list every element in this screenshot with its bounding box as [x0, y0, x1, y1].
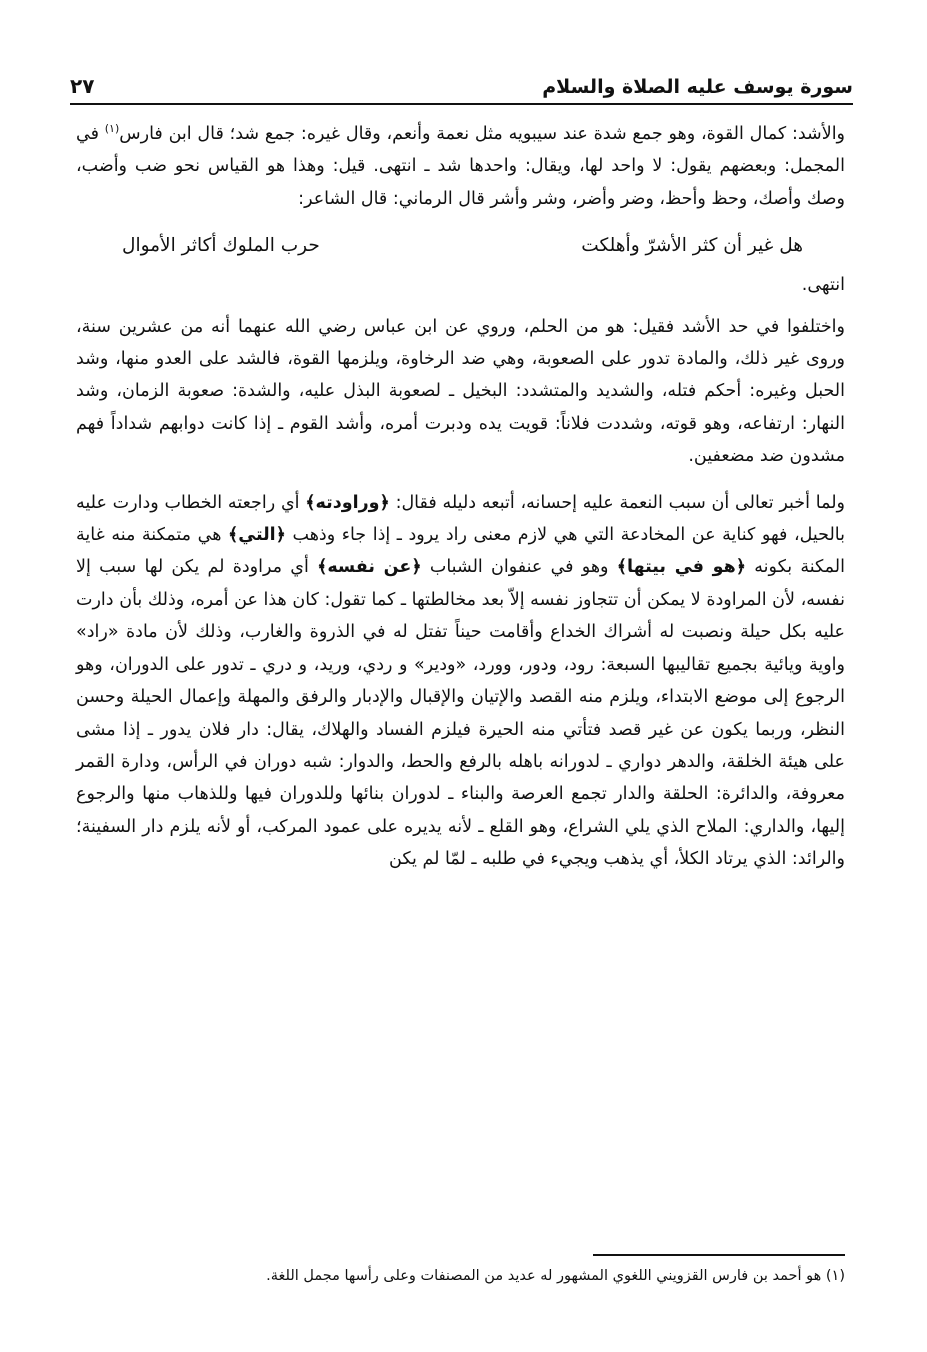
text-line: واختلفوا في حد الأشد فقيل: هو من الحلم، وروي عن ابن عباس رضي الله: [285, 316, 845, 337]
header-rule: [70, 103, 853, 105]
running-header: [70, 58, 853, 98]
chapter-title: سورة يوسف عليه الصلاة والسلام: [542, 76, 853, 98]
text-line: ـ انتهى. قيل: وهذا هو القياس نحو ضب وأضب، وصك وأصك، وحظ وأحظ،: [76, 156, 845, 209]
text-line: وورد، «ودير» و ردي، وريد، و دري ـ تدور على الدوران، وهو الرجوع إلى موضع: [76, 654, 845, 708]
verse-ending: انتهى.: [801, 275, 845, 296]
paragraph-3: ولما أخبر تعالى أن سبب النعمة عليه إحسانه، أتبعه دليله فقال: ﴿وراودته﴾ أي راجعته الخطاب ودارت عليه بالحيل، فهو كناية عن المخادعة التي هي لازم معنى راد يرود ـ إذا جاء وذهب ﴿التي﴾ هي متمكنة منه غاية المكنة بكونه ﴿هو في بيتها﴾ وهو في عنفوان الشباب ﴿عن نفسه﴾ أي مراودة لم يكن لها سبب إلا نفسه، لأن المراودة لا يمكن أن تتجاوز نفسه إلاّ بعد مخالطتها ـ كما تقول: كان هذا عن أمره، وذلك بأن دارت عليه بكل حيلة ونصبت له أشراك الخداع وأقامت حيناً تفتل له في الذروة والغارب، وذلك لأن مادة «راد» واوية ويائية بجميع تقاليبها السبعة: رود، ودور، وورد، «ودير» و ردي، وريد، و دري ـ تدور على الدوران، وهو الرجوع إلى موضع الابتداء، ويلزم منه القصد والإتيان والإقبال والإدبار والرفق والمهلة وإعمال الحيلة وحسن النظر، وربما يكون عن غير قصد فتأتي منه الحيرة فيلزم الفساد والهلاك، يقال: دار فلان يدور ـ إذا مشى على هيئة الخلقة، والدهر دواري ـ لدورانه باهله بالرفع والحط، والدوار: شبه دوران في الرأس، ودارة القمر معروفة، والدائرة: الحلقة والدار تجمع العرصة والبناء ـ لدوران بنائها وللدوران فيها وللذهاب منها والرجوع إليها، والداري: الملاح الذي يلي الشراع، وهو القلع ـ لأنه يديره على عمود المركب، أو لأنه يلزم دار السفينة؛ والرائد: الذي يرتاد الكلأ، أي يذهب ويجيء في طلبه ـ لمّا لم يكن: [76, 492, 845, 870]
text-line: دارت عليه بكل حيلة ونصبت له أشراك الخداع وأقامت حيناً تفتل له في الذروة: [76, 589, 845, 643]
text-line: والحط، والدوار: شبه دوران في الرأس، ودارة القمر معروفة، والدائرة: الحلقة والدار: [76, 751, 845, 805]
verse-second-hemistich: حرب الملوك أكاثر الأموال: [122, 235, 320, 257]
text-line: وحسن النظر، وربما يكون عن غير قصد فتأتي منه الحيرة فيلزم الفساد والهلاك، يقال:: [76, 687, 845, 740]
text-line: يمكن أن تتجاوز نفسه إلاّ بعد مخالطتها ـ كما تقول: كان هذا عن أمره، وذلك بأن: [119, 589, 686, 610]
footnote: [120, 1264, 845, 1288]
text-line: يلزم دار السفينة؛ والرائد: الذي يرتاد الكلأ، أي يذهب ويجيء في طلبه ـ لمّا لم يكن: [76, 816, 845, 870]
footnote-text: هو أحمد بن فارس القزويني اللغوي المشهور له عديد من المصنفات وعلى رأسها مجمل اللغة.: [266, 1268, 826, 1284]
poetry-verse: [76, 229, 845, 263]
footnote-rule: [593, 1254, 845, 1256]
text-line: دوابهم شداداً فهم مشدون ضد مضعفين.: [76, 413, 845, 467]
paragraph-2: [76, 311, 845, 473]
quran-quote: ﴿التي﴾: [228, 525, 286, 546]
text-line: والشديد والمتشدد: البخيل ـ لصعوبة البذل عليه، والشدة: صعوبة الزمان، وشد النهار:: [76, 381, 845, 434]
text-line: والغارب، وذلك لأن مادة «راد» واوية ويائية بجميع تقاليبها السبعة: رود، ودور،: [76, 622, 845, 675]
text-line: والأشد: كمال القوة، وهو جمع شدة عند سيبويه مثل نعمة وأنعم، وقال غيره: جمع: [264, 124, 846, 144]
text-line: راجعته الخطاب ودارت عليه بالحيل، فهو كناية عن المخادعة التي هي لازم معنى راد: [76, 492, 845, 546]
text-line: الابتداء، ويلزم منه القصد والإتيان والإقبال والإدبار والرفق والمهلة وإعمال الحيلة: [130, 687, 709, 708]
text-line: تجمع العرصة والبناء ـ لدوران بنائها وللدوران فيها وللذهاب منها والرجوع إليها،: [76, 784, 845, 837]
footnote-ref: (١): [104, 122, 120, 136]
verse-first-hemistich: هل غير أن كثر الأشرّ وأهلكت: [581, 235, 803, 257]
text-line: ارتفاعه، وهو قوته، وشددت فلاناً: قويت يده ودبرت أمره، وأشد القوم ـ إذا كانت: [211, 413, 796, 434]
text-line: الرخاوة، ويلزمها القوة، فالشد على العدو منها، وشد الحبل وغيره: أحكم فتله،: [76, 349, 845, 402]
footnote-marker: (١): [825, 1268, 845, 1284]
paragraph-1: [76, 118, 845, 215]
text-line: شد؛ قال ابن فارس$^{(١)}$ في المجمل: وبعضهم يقول: لا واحد لها، ويقال: واحدها شد: [76, 122, 845, 177]
text-line: دار فلان يدور ـ إذا مشى على هيئة الخلقة، والدهر دواري ـ لدورانه باهله بالرفع: [76, 719, 845, 772]
main-text: [76, 118, 845, 876]
page-number: ٢٧: [70, 74, 95, 98]
quran-quote: ﴿هو في بيتها﴾: [616, 557, 747, 578]
text-line: وضر وأضر، وشر وأشر قال الرماني: قال الشاعر:: [298, 188, 654, 209]
quran-quote: ﴿عن نفسه﴾: [317, 557, 422, 578]
text-line: عنهما أنه من عشرين سنة، وروى غير ذلك، والمادة تدور على الصعوبة، وهي ضد: [76, 316, 845, 370]
quran-quote: ﴿وراودته﴾: [305, 492, 390, 513]
text-line: والداري: الملاح الذي يلي الشراع، وهو القلع ـ لأنه يديره على عمود المركب، أو لأنه: [206, 816, 805, 837]
